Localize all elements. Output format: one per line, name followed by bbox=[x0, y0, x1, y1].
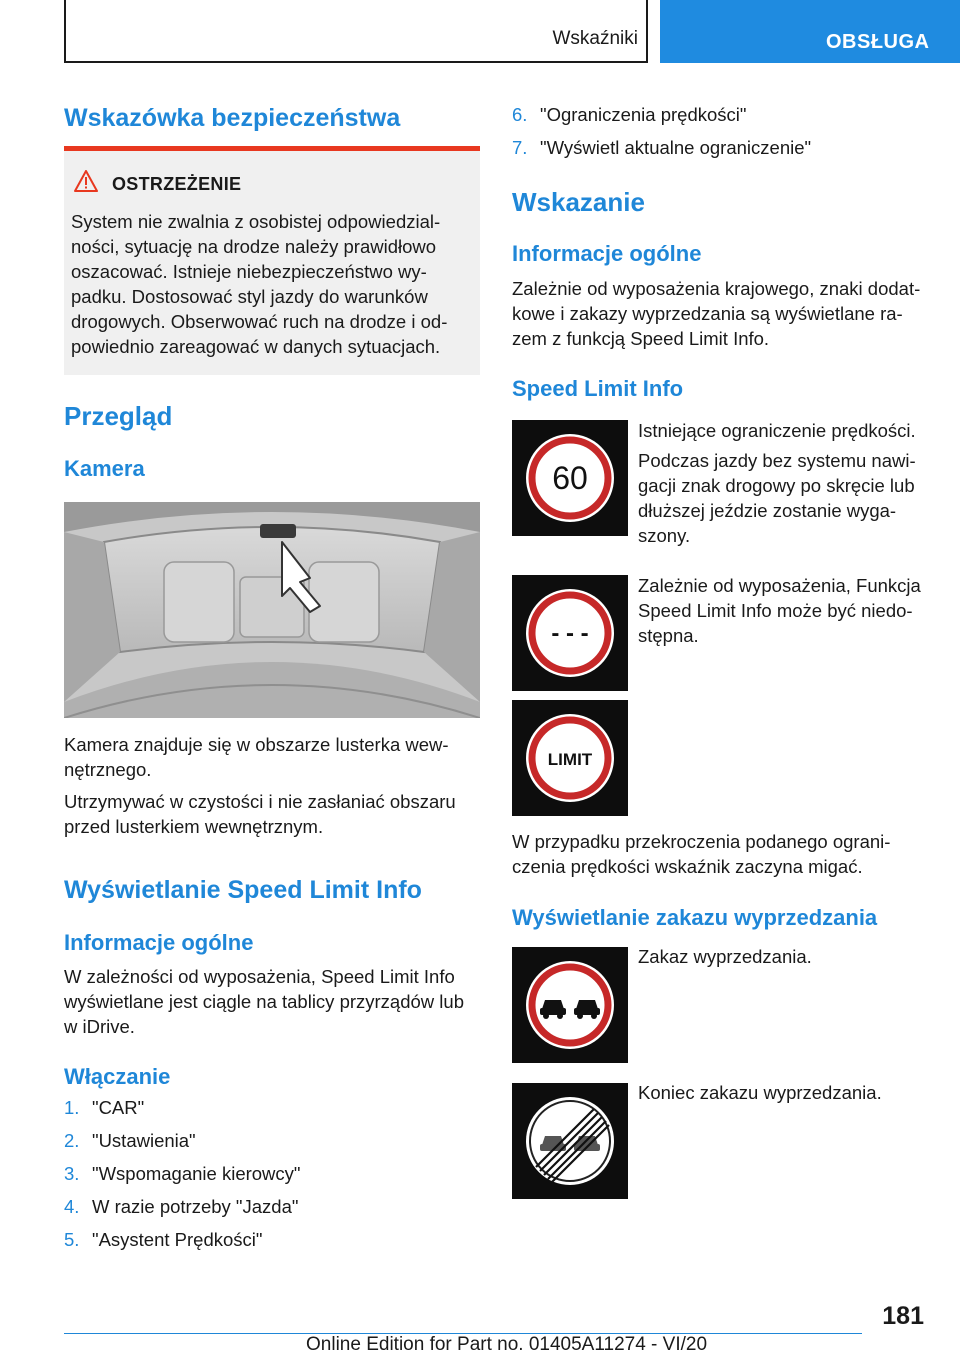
limit-sign bbox=[512, 700, 628, 816]
camera-heading: Kamera bbox=[64, 456, 145, 481]
enable-steps-list-continued bbox=[512, 104, 932, 170]
list-item: 3. "Wspomaganie kierowcy" bbox=[64, 1163, 301, 1184]
speed-limit-paragraph-2: Podczas jazdy bez systemu nawi-gacji znak drogowy po skręcie lub dłuższej jeździe zostanie wyga-szony. bbox=[638, 450, 916, 546]
camera-location-illustration bbox=[64, 502, 480, 718]
speed-limit-60-sign bbox=[512, 420, 628, 536]
header-section-title: Wskaźniki bbox=[552, 28, 638, 49]
safety-heading: Wskazówka bezpieczeństwa bbox=[64, 104, 401, 132]
indication-heading: Wskazanie bbox=[512, 187, 645, 217]
general-info-text-right: Zależnie od wyposażenia krajowego, znaki dodat-kowe i zakazy wyprzedzania są wyświetlane ra-zem z funkcją Speed Limit Info. bbox=[512, 278, 921, 349]
list-item: 5. "Asystent Prędkości" bbox=[64, 1229, 263, 1250]
warning-box bbox=[64, 146, 480, 375]
end-no-overtaking-sign bbox=[512, 1083, 628, 1199]
general-info-heading-right: Informacje ogólne bbox=[512, 241, 702, 266]
speed-limit-paragraph-1: Istniejące ograniczenie prędkości. bbox=[638, 420, 916, 441]
speed-limit-info-heading: Speed Limit Info bbox=[512, 376, 684, 401]
list-item: 6. "Ograniczenia prędkości" bbox=[512, 104, 747, 125]
camera-paragraph-1: Kamera znajduje się w obszarze lusterka wew-nętrznego. bbox=[64, 734, 449, 780]
no-limit-sign bbox=[512, 575, 628, 691]
dash-sign-label: - - - bbox=[551, 620, 589, 647]
warning-text: System nie zwalnia z osobistej odpowiedzial-ności, sytuację na drodze należy prawidłowo oszacować. Istnieje niebezpieczeństwo wy-padku. Dostosować styl jazdy do warunków drogowych. Obserwować ruch na drodze i od-powiednio zareagować w danych sytuacjach. bbox=[71, 211, 448, 357]
list-item: 2. "Ustawienia" bbox=[64, 1130, 196, 1151]
footer-edition: Online Edition for Part no. 01405A11274 - VI/20 bbox=[306, 1334, 708, 1355]
general-info-text-left: W zależności od wyposażenia, Speed Limit Info wyświetlane jest ciągle na tablicy przyrządów lub w iDrive. bbox=[64, 966, 464, 1037]
no-overtaking-heading: Wyświetlanie zakazu wyprzedzania bbox=[512, 905, 878, 930]
sign-60-label: 60 bbox=[552, 460, 588, 496]
display-heading: Wyświetlanie Speed Limit Info bbox=[64, 876, 422, 904]
no-overtaking-text: Zakaz wyprzedzania. bbox=[638, 946, 812, 967]
speed-limit-paragraph-3: Zależnie od wyposażenia, Funkcja Speed Limit Info może być niedo-stępna. bbox=[638, 575, 921, 646]
no-overtaking-sign bbox=[512, 947, 628, 1063]
camera-paragraph-2: Utrzymywać w czystości i nie zasłaniać obszaru przed lusterkiem wewnętrznym. bbox=[64, 791, 456, 837]
end-no-overtaking-text: Koniec zakazu wyprzedzania. bbox=[638, 1082, 882, 1103]
warning-title: OSTRZEŻENIE bbox=[112, 174, 242, 194]
general-info-heading-left: Informacje ogólne bbox=[64, 930, 254, 955]
enable-heading: Włączanie bbox=[64, 1064, 171, 1089]
page-number: 181 bbox=[882, 1302, 924, 1330]
enable-steps-list bbox=[64, 1097, 480, 1262]
flash-warning-text: W przypadku przekroczenia podanego ograni-czenia prędkości wskaźnik zaczyna migać. bbox=[512, 831, 891, 877]
overview-heading: Przegląd bbox=[64, 401, 173, 431]
list-item: 1. "CAR" bbox=[64, 1097, 145, 1118]
list-item: 7. "Wyświetl aktualne ograniczenie" bbox=[512, 137, 812, 158]
warning-triangle-icon bbox=[74, 170, 98, 192]
limit-sign-label: LIMIT bbox=[547, 750, 593, 769]
sign-disc bbox=[526, 961, 614, 1049]
list-item: 4. W razie potrzeby "Jazda" bbox=[64, 1196, 299, 1217]
header-chapter-tab: OBSŁUGA bbox=[660, 0, 960, 63]
